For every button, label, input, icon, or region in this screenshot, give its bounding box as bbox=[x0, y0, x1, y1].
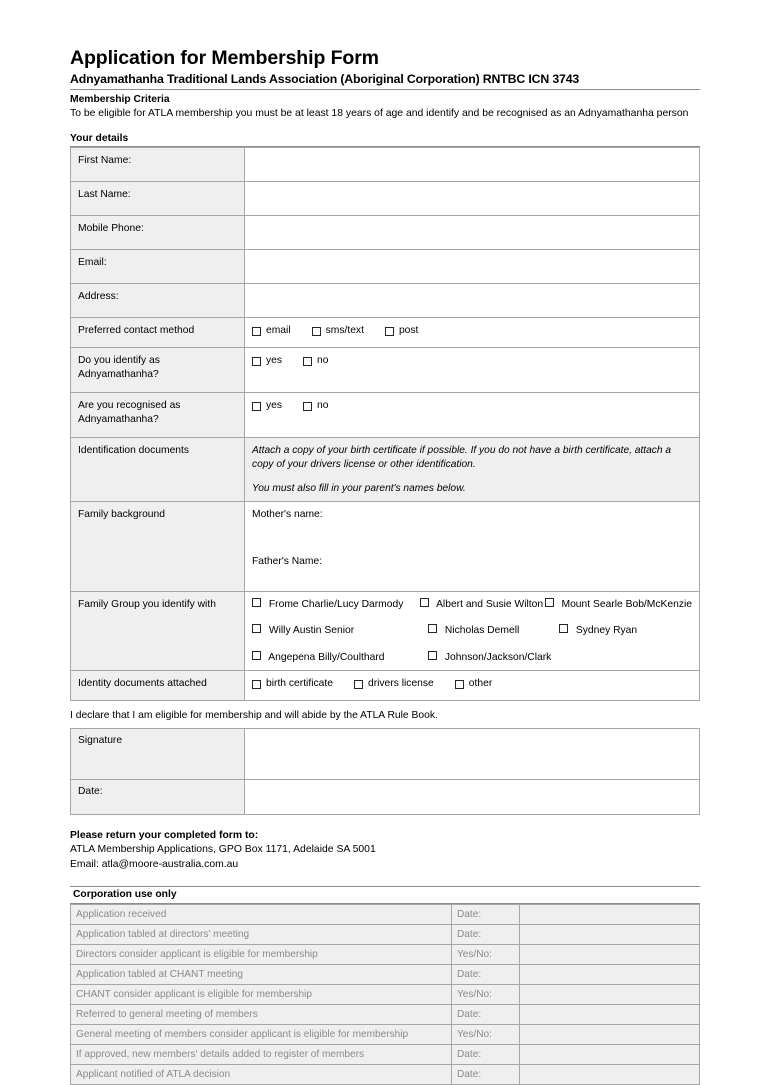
corp-task-label: Application tabled at CHANT meeting bbox=[71, 964, 452, 984]
email-label: Email: bbox=[71, 250, 245, 284]
table-row bbox=[71, 984, 700, 1004]
table-row bbox=[71, 944, 700, 964]
corp-value-input[interactable] bbox=[520, 1004, 700, 1024]
corporation-use-table bbox=[70, 904, 700, 1085]
checkbox-icon[interactable] bbox=[252, 357, 261, 366]
header-divider bbox=[70, 89, 700, 90]
identify-as-options bbox=[245, 348, 700, 393]
checkbox-label: yes bbox=[266, 400, 283, 412]
checkbox-label: post bbox=[398, 325, 419, 337]
corp-task-label: If approved, new members' details added to register of members bbox=[71, 1044, 452, 1064]
declaration-text: I declare that I am eligible for membership and will abide by the ATLA Rule Book. bbox=[70, 710, 438, 722]
preferred-contact-options bbox=[245, 318, 700, 348]
checkbox-icon[interactable] bbox=[252, 651, 261, 660]
corp-task-label: CHANT consider applicant is eligible for membership bbox=[71, 984, 452, 1004]
corp-task-label: General meeting of members consider applicant is eligible for membership bbox=[71, 1024, 452, 1044]
date-input[interactable] bbox=[245, 780, 700, 815]
checkbox-option-recognised-yes[interactable] bbox=[252, 399, 282, 413]
identification-documents-note bbox=[245, 438, 700, 501]
table-row bbox=[71, 964, 700, 984]
table-row bbox=[71, 216, 700, 250]
checkbox-label: Willy Austin Senior bbox=[268, 625, 355, 637]
checkbox-icon[interactable] bbox=[252, 624, 261, 633]
checkbox-icon[interactable] bbox=[428, 624, 437, 633]
corp-kind-label: Date: bbox=[452, 964, 520, 984]
checkbox-group-row-2 bbox=[252, 624, 692, 638]
last-name-input[interactable] bbox=[245, 182, 700, 216]
corp-kind-label: Yes/No: bbox=[452, 984, 520, 1004]
corp-value-input[interactable] bbox=[520, 1044, 700, 1064]
corp-value-input[interactable] bbox=[520, 964, 700, 984]
checkbox-label: other bbox=[468, 678, 493, 690]
checkbox-option-other[interactable] bbox=[455, 677, 492, 691]
checkbox-option-recognised-no[interactable] bbox=[303, 399, 328, 413]
corp-kind-label: Date: bbox=[452, 1064, 520, 1084]
checkbox-icon[interactable] bbox=[303, 357, 312, 366]
checkbox-label: yes bbox=[266, 355, 283, 367]
checkbox-label: no bbox=[317, 400, 329, 412]
corp-kind-label: Date: bbox=[452, 904, 520, 924]
checkbox-icon[interactable] bbox=[559, 624, 568, 633]
checkbox-option-identify-no[interactable] bbox=[303, 354, 328, 368]
checkbox-option-frome-charlie[interactable] bbox=[252, 598, 420, 612]
return-instructions bbox=[70, 829, 700, 871]
corp-value-input[interactable] bbox=[520, 1024, 700, 1044]
mobile-phone-label: Mobile Phone: bbox=[71, 216, 245, 250]
page-title: Application for Membership Form bbox=[70, 47, 379, 69]
corp-task-label: Referred to general meeting of members bbox=[71, 1004, 452, 1024]
checkbox-icon[interactable] bbox=[252, 680, 261, 689]
checkbox-option-post[interactable] bbox=[385, 324, 418, 338]
preferred-contact-label: Preferred contact method bbox=[71, 318, 245, 348]
table-row bbox=[71, 904, 700, 924]
table-row bbox=[71, 438, 700, 501]
checkbox-option-sydney-ryan[interactable] bbox=[559, 624, 637, 638]
family-background-label: Family background bbox=[71, 501, 245, 591]
corp-kind-label: Yes/No: bbox=[452, 1024, 520, 1044]
checkbox-icon[interactable] bbox=[354, 680, 363, 689]
recognised-as-options bbox=[245, 393, 700, 438]
checkbox-option-birth-certificate[interactable] bbox=[252, 677, 333, 691]
checkbox-group bbox=[252, 354, 692, 368]
corporation-table-body bbox=[71, 904, 700, 1084]
table-row bbox=[71, 780, 700, 815]
signature-input[interactable] bbox=[245, 729, 700, 780]
checkbox-label: Sydney Ryan bbox=[575, 625, 638, 637]
checkbox-icon[interactable] bbox=[428, 651, 437, 660]
identification-note-primary: Attach a copy of your birth certificate if possible. If you do not have a birth certificate, attach a copy of your drivers license or other identification. bbox=[252, 445, 672, 471]
checkbox-label: drivers license bbox=[367, 678, 434, 690]
checkbox-label: Frome Charlie/Lucy Darmody bbox=[268, 598, 404, 610]
corp-kind-label: Date: bbox=[452, 924, 520, 944]
checkbox-option-email[interactable] bbox=[252, 324, 291, 338]
mother-name-field[interactable] bbox=[252, 508, 692, 522]
checkbox-label: Albert and Susie Wilton bbox=[436, 598, 544, 610]
checkbox-option-nicholas-demell[interactable] bbox=[428, 624, 559, 638]
table-row bbox=[71, 182, 700, 216]
personal-details-table bbox=[70, 147, 700, 701]
email-input[interactable] bbox=[245, 250, 700, 284]
table-row bbox=[71, 671, 700, 701]
checkbox-group bbox=[252, 399, 692, 413]
checkbox-group bbox=[252, 677, 692, 691]
checkbox-option-sms[interactable] bbox=[312, 324, 364, 338]
table-row bbox=[71, 1044, 700, 1064]
table-row bbox=[71, 1024, 700, 1044]
table-row bbox=[71, 1064, 700, 1084]
return-email: Email: atla@moore-australia.com.au bbox=[70, 858, 239, 870]
table-row bbox=[71, 1004, 700, 1024]
corp-value-input[interactable] bbox=[520, 944, 700, 964]
checkbox-option-drivers-license[interactable] bbox=[354, 677, 434, 691]
father-name-field[interactable] bbox=[252, 555, 692, 569]
checkbox-icon[interactable] bbox=[252, 402, 261, 411]
checkbox-option-angepena-billy[interactable] bbox=[252, 651, 428, 665]
first-name-input[interactable] bbox=[245, 148, 700, 182]
checkbox-icon[interactable] bbox=[303, 402, 312, 411]
corp-task-label: Directors consider applicant is eligible for membership bbox=[71, 944, 452, 964]
corp-task-label: Application tabled at directors' meeting bbox=[71, 924, 452, 944]
corp-kind-label: Date: bbox=[452, 1044, 520, 1064]
your-details-heading: Your details bbox=[70, 133, 129, 144]
checkbox-label: email bbox=[266, 325, 291, 337]
table-row bbox=[71, 591, 700, 671]
address-input[interactable] bbox=[245, 284, 700, 318]
checkbox-group-row-3 bbox=[252, 651, 692, 665]
identity-docs-attached-options bbox=[245, 671, 700, 701]
recognised-as-label: Are you recognised as Adnyamathanha? bbox=[71, 393, 245, 438]
first-name-label: First Name: bbox=[71, 148, 245, 182]
corp-value-input[interactable] bbox=[520, 924, 700, 944]
checkbox-icon[interactable] bbox=[312, 327, 321, 336]
last-name-label: Last Name: bbox=[71, 182, 245, 216]
corp-kind-label: Yes/No: bbox=[452, 944, 520, 964]
corporation-use-heading: Corporation use only bbox=[70, 886, 700, 904]
corp-kind-label: Date: bbox=[452, 1004, 520, 1024]
checkbox-option-willy-austin[interactable] bbox=[252, 624, 428, 638]
checkbox-icon[interactable] bbox=[545, 598, 554, 607]
identity-docs-attached-label: Identity documents attached bbox=[71, 671, 245, 701]
corp-value-input[interactable] bbox=[520, 904, 700, 924]
address-label: Address: bbox=[71, 284, 245, 318]
organisation-subtitle: Adnyamathanha Traditional Lands Association (Aboriginal Corporation) RNTBC ICN 3743 bbox=[70, 71, 580, 86]
identification-documents-label: Identification documents bbox=[71, 438, 245, 501]
family-group-options bbox=[245, 591, 700, 671]
checkbox-option-mount-searle[interactable] bbox=[545, 598, 692, 612]
checkbox-option-identify-yes[interactable] bbox=[252, 354, 282, 368]
corporation-use-section bbox=[70, 886, 700, 1085]
table-row bbox=[71, 318, 700, 348]
checkbox-icon[interactable] bbox=[252, 598, 261, 607]
corp-task-label: Application received bbox=[71, 904, 452, 924]
checkbox-label: Mount Searle Bob/McKenzie bbox=[561, 598, 692, 610]
checkbox-label: Nicholas Demell bbox=[444, 625, 520, 637]
mother-name-label: Mother's name: bbox=[252, 508, 323, 520]
corp-value-input[interactable] bbox=[520, 1064, 700, 1084]
checkbox-label: no bbox=[317, 355, 329, 367]
table-row bbox=[71, 393, 700, 438]
return-heading: Please return your completed form to: bbox=[70, 830, 259, 842]
signature-label: Signature bbox=[71, 729, 245, 780]
identification-note-secondary: You must also fill in your parent's names below. bbox=[252, 482, 466, 494]
checkbox-icon[interactable] bbox=[420, 598, 429, 607]
checkbox-label: sms/text bbox=[325, 325, 364, 337]
checkbox-icon[interactable] bbox=[252, 327, 261, 336]
checkbox-label: Angepena Billy/Coulthard bbox=[268, 652, 385, 664]
membership-criteria-heading: Membership Criteria bbox=[70, 93, 170, 105]
table-row bbox=[71, 924, 700, 944]
checkbox-option-albert-susie-wilton[interactable] bbox=[420, 598, 545, 612]
family-group-label: Family Group you identify with bbox=[71, 591, 245, 671]
table-row bbox=[71, 348, 700, 393]
table-row bbox=[71, 501, 700, 591]
corp-task-label: Applicant notified of ATLA decision bbox=[71, 1064, 452, 1084]
your-details-section bbox=[70, 121, 700, 147]
mobile-phone-input[interactable] bbox=[245, 216, 700, 250]
checkbox-group bbox=[252, 324, 692, 338]
checkbox-option-johnson-jackson-clark[interactable] bbox=[428, 651, 559, 665]
checkbox-label: birth certificate bbox=[266, 678, 333, 690]
checkbox-icon[interactable] bbox=[385, 327, 394, 336]
table-row bbox=[71, 148, 700, 182]
date-label: Date: bbox=[71, 780, 245, 815]
signature-table bbox=[70, 728, 700, 815]
checkbox-group-row-1 bbox=[252, 598, 692, 612]
checkbox-icon[interactable] bbox=[455, 680, 464, 689]
corp-value-input[interactable] bbox=[520, 984, 700, 1004]
table-row bbox=[71, 250, 700, 284]
identify-as-label: Do you identify as Adnyamathanha? bbox=[71, 348, 245, 393]
table-row bbox=[71, 729, 700, 780]
father-name-label: Father's Name: bbox=[252, 556, 323, 568]
checkbox-label: Johnson/Jackson/Clark bbox=[444, 652, 552, 664]
family-background-fields bbox=[245, 501, 700, 591]
table-row bbox=[71, 284, 700, 318]
return-postal-address: ATLA Membership Applications, GPO Box 1171, Adelaide SA 5001 bbox=[70, 844, 376, 856]
membership-criteria-text: To be eligible for ATLA membership you must be at least 18 years of age and identify and be recognised as an Adnyamathanha person bbox=[70, 107, 689, 119]
